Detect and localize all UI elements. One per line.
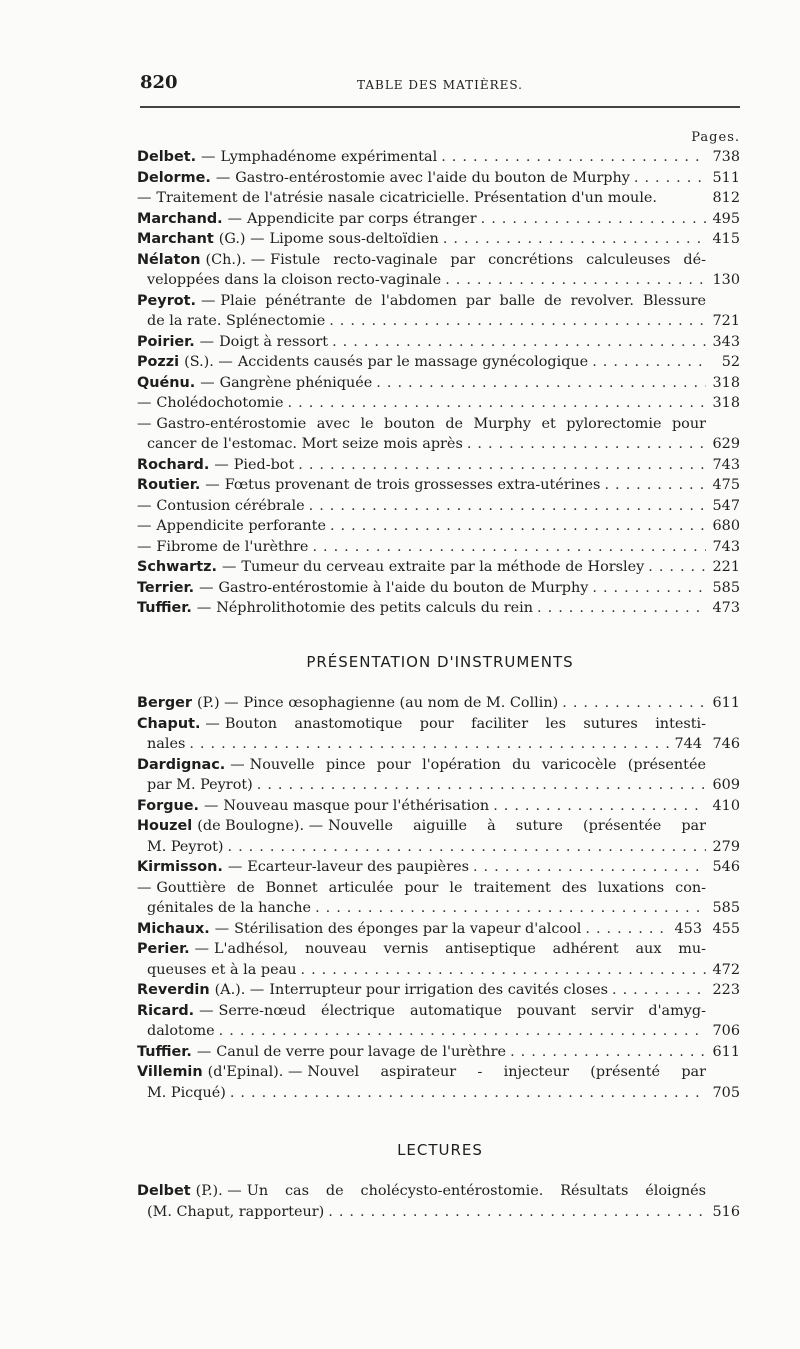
entry-line xyxy=(137,537,740,558)
entry-line xyxy=(137,250,740,271)
section-title-lectures: LECTURES xyxy=(397,1141,483,1159)
author-name: Kirmisson. xyxy=(137,859,223,875)
entry-line xyxy=(137,434,740,455)
entry-separator: — xyxy=(227,859,243,875)
inner-page-number: 744 xyxy=(674,736,702,752)
dot-leader xyxy=(592,352,706,373)
dot-leader xyxy=(219,1021,706,1042)
entry-separator: (d'Epinal). — xyxy=(207,1064,303,1080)
entry-title: Un cas de cholécysto-entérostomie. Résultats éloignés xyxy=(246,1183,706,1199)
index-entry xyxy=(137,168,740,189)
entry-title: Tumeur du cerveau extraite par la méthode de Horsley xyxy=(241,559,645,575)
entry-title: Lymphadénome expérimental xyxy=(220,149,438,165)
dot-leader xyxy=(510,1042,706,1063)
entry-title: M. Peyrot) xyxy=(147,838,224,855)
dot-leader xyxy=(481,209,706,230)
entry-title: Fibrome de l'urèthre xyxy=(156,538,309,555)
index-entry xyxy=(137,188,740,209)
entry-title: Nouvelle pince pour l'opération du varicocèle (présentée xyxy=(249,756,706,773)
index-entry xyxy=(137,516,740,537)
entry-page-number: 511 xyxy=(712,169,740,186)
entry-page-number: 223 xyxy=(712,982,740,998)
entry-separator: — xyxy=(227,210,243,227)
index-entry xyxy=(137,229,740,250)
index-entry xyxy=(137,414,740,455)
entry-title: queuses et à la peau xyxy=(147,961,297,978)
dot-leader xyxy=(467,434,706,455)
entry-page-number: 472 xyxy=(712,961,740,978)
dot-leader xyxy=(604,475,706,496)
author-name: Marchand. xyxy=(137,210,223,227)
entry-title: Ecarteur-laveur des paupières xyxy=(247,859,469,875)
entry-line xyxy=(137,557,740,578)
entry-title: Gastro-entérostomie avec le bouton de Murphy et pylorectomie pour xyxy=(156,415,706,432)
index-entry xyxy=(137,393,740,414)
index-entry xyxy=(137,693,740,714)
index-entry xyxy=(137,980,740,1001)
entry-title: Traitement de l'atrésie nasale cicatricielle. Présentation d'un moule. xyxy=(156,190,658,206)
entry-separator: — xyxy=(205,477,220,493)
entry-page-number: 473 xyxy=(712,600,740,616)
entry-separator: — xyxy=(137,415,152,432)
page-header xyxy=(140,72,740,102)
author-name: Villemin xyxy=(137,1064,203,1080)
author-name: Tuffier. xyxy=(137,1043,192,1060)
entry-title: Fœtus provenant de trois grossesses extra-utérines xyxy=(224,477,601,493)
entry-page-number: 738 xyxy=(712,149,740,165)
index-entry xyxy=(137,147,740,168)
entry-page-number: 495 xyxy=(712,210,740,227)
entry-page-number: 546 xyxy=(712,859,740,875)
dot-leader xyxy=(592,578,706,599)
index-entry xyxy=(137,939,740,980)
entry-page-number: 743 xyxy=(712,538,740,555)
entry-title: Bouton anastomotique pour faciliter les sutures intesti- xyxy=(224,715,706,732)
entry-title: Gangrène phéniquée xyxy=(219,374,373,391)
entry-title: Nouveau masque pour l'éthérisation xyxy=(223,797,490,814)
entry-line xyxy=(137,714,740,735)
author-name: Rochard. xyxy=(137,456,210,473)
entry-title: Serre-nœud électrique automatique pouvant servir d'amyg- xyxy=(218,1002,706,1019)
entry-title: Lipome sous-deltoïdien xyxy=(269,231,439,247)
entry-title: Nouvel aspirateur - injecteur (présenté par xyxy=(307,1064,706,1080)
entry-separator: — xyxy=(230,756,245,773)
dot-leader xyxy=(332,332,706,353)
entry-title: Néphrolithotomie des petits calculs du rein xyxy=(216,600,534,616)
dot-leader xyxy=(309,496,706,517)
dot-leader xyxy=(585,919,670,940)
author-name: Marchant xyxy=(137,231,214,247)
entry-line xyxy=(137,311,740,332)
entry-line xyxy=(137,414,740,435)
page-number: 820 xyxy=(140,72,178,93)
entry-title: de la rate. Splénectomie xyxy=(147,313,326,329)
entry-line xyxy=(137,796,740,817)
author-name: Ricard. xyxy=(137,1002,195,1019)
index-entry xyxy=(137,1042,740,1063)
dot-leader xyxy=(228,837,706,858)
dot-leader xyxy=(288,393,706,414)
author-name: Tuffier. xyxy=(137,600,192,616)
author-name: Forgue. xyxy=(137,797,200,814)
entry-line xyxy=(137,168,740,189)
entry-title: dalotome xyxy=(147,1023,215,1039)
entry-line xyxy=(137,496,740,517)
index-entry xyxy=(137,475,740,496)
entry-line xyxy=(137,352,740,373)
index-entry xyxy=(137,332,740,353)
entry-separator: — xyxy=(204,797,219,814)
entry-page-number: 475 xyxy=(712,477,740,493)
author-name: Michaux. xyxy=(137,920,210,937)
index-entry xyxy=(137,857,740,878)
author-name: Perier. xyxy=(137,941,190,957)
section-lectures xyxy=(137,1181,740,1222)
entry-separator: — xyxy=(137,879,152,896)
entry-line xyxy=(137,1001,740,1022)
entry-title: Appendicite par corps étranger xyxy=(247,210,477,227)
dot-leader xyxy=(315,898,706,919)
entry-separator: — xyxy=(137,190,152,206)
entry-line xyxy=(137,598,740,619)
index-entry xyxy=(137,919,740,940)
running-title: TABLE DES MATIÈRES. xyxy=(357,78,523,92)
entry-line xyxy=(137,878,740,899)
entry-separator: — xyxy=(215,169,231,186)
entry-separator: — xyxy=(137,518,152,534)
entry-line xyxy=(137,475,740,496)
index-entry xyxy=(137,557,740,578)
index-entry xyxy=(137,796,740,817)
entry-title: Interrupteur pour irrigation des cavités closes xyxy=(269,982,608,998)
dot-leader xyxy=(473,857,706,878)
entry-line xyxy=(137,837,740,858)
entry-page-number: 611 xyxy=(712,695,740,711)
entry-title: Accidents causés par le massage gynécologique xyxy=(237,354,589,370)
spacer xyxy=(657,188,710,209)
entry-title: Appendicite perforante xyxy=(156,518,326,534)
author-name: Delbet xyxy=(137,1183,191,1199)
entry-line xyxy=(137,229,740,250)
entry-title: veloppées dans la cloison recto-vaginale xyxy=(147,272,442,288)
entry-page-number: 629 xyxy=(712,436,740,452)
entry-page-number: 130 xyxy=(712,272,740,288)
entry-line xyxy=(137,209,740,230)
author-name: Routier. xyxy=(137,477,201,493)
entry-line xyxy=(137,455,740,476)
entry-title: nales xyxy=(147,736,186,752)
entry-page-number: 743 xyxy=(712,456,740,473)
entry-line xyxy=(137,857,740,878)
entry-separator: — xyxy=(200,374,215,391)
index-entry xyxy=(137,209,740,230)
section-instruments xyxy=(137,693,740,1103)
entry-line xyxy=(137,693,740,714)
entry-page-number: 52 xyxy=(721,354,740,370)
entry-separator: (A.). — xyxy=(214,982,265,998)
entry-page-number: 585 xyxy=(712,579,740,596)
entry-separator: — xyxy=(196,1043,212,1060)
author-name: Terrier. xyxy=(137,579,195,596)
author-name: Delbet. xyxy=(137,149,197,165)
entry-title: Canul de verre pour lavage de l'urèthre xyxy=(216,1043,507,1060)
entry-line xyxy=(137,1202,740,1223)
index-entry xyxy=(137,455,740,476)
entry-title: Pied-bot xyxy=(233,456,295,473)
entry-line xyxy=(137,1062,740,1083)
entry-title: cancer de l'estomac. Mort seize mois après xyxy=(147,436,463,452)
entry-separator: — xyxy=(205,715,220,732)
entry-line xyxy=(137,939,740,960)
author-name: Pozzi xyxy=(137,354,180,370)
author-name: Reverdin xyxy=(137,982,210,998)
entry-line xyxy=(137,816,740,837)
entry-title: Gastro-entérostomie à l'aide du bouton de Murphy xyxy=(218,579,589,596)
entry-line xyxy=(137,1042,740,1063)
inner-page-number: 453 xyxy=(674,920,702,937)
author-name: Houzel xyxy=(137,818,193,834)
entry-line xyxy=(137,393,740,414)
pages-column-label: Pages. xyxy=(691,130,740,145)
entry-title: Pince œsophagienne (au nom de M. Collin) xyxy=(243,695,559,711)
entry-separator: — xyxy=(196,600,212,616)
entry-line xyxy=(137,147,740,168)
dot-leader xyxy=(329,311,706,332)
dot-leader xyxy=(330,516,706,537)
index-entry xyxy=(137,1001,740,1042)
entry-line xyxy=(137,373,740,394)
entry-page-number: 343 xyxy=(712,333,740,350)
entry-page-number: 318 xyxy=(712,374,740,391)
entry-line xyxy=(137,755,740,776)
dot-leader xyxy=(648,557,706,578)
entry-separator: — xyxy=(137,497,152,514)
entry-title: M. Picqué) xyxy=(147,1084,226,1101)
dot-leader xyxy=(230,1083,706,1104)
entry-line xyxy=(137,980,740,1001)
author-name: Schwartz. xyxy=(137,559,217,575)
index-entry xyxy=(137,250,740,291)
index-entry xyxy=(137,578,740,599)
entry-page-number: 547 xyxy=(712,497,740,514)
author-name: Berger xyxy=(137,695,192,711)
dot-leader xyxy=(562,693,706,714)
entry-title: L'adhésol, nouveau vernis antiseptique adhérent aux mu- xyxy=(214,941,706,957)
index-entry xyxy=(137,291,740,332)
dot-leader xyxy=(443,229,706,250)
index-entry xyxy=(137,496,740,517)
dot-leader xyxy=(445,270,706,291)
entry-line xyxy=(137,1083,740,1104)
dot-leader xyxy=(257,775,706,796)
entry-page-number: 318 xyxy=(712,395,740,411)
entry-separator: — xyxy=(214,920,230,937)
entry-line xyxy=(137,188,740,209)
entry-page-number: 680 xyxy=(712,518,740,534)
entry-line xyxy=(137,578,740,599)
dot-leader xyxy=(298,455,706,476)
entry-separator: (P.). — xyxy=(195,1183,242,1199)
dot-leader xyxy=(328,1202,706,1223)
entry-title: Doigt à ressort xyxy=(219,333,329,350)
entry-line xyxy=(137,270,740,291)
index-entry xyxy=(137,537,740,558)
entry-title: génitales de la hanche xyxy=(147,900,312,916)
entry-separator: — xyxy=(221,559,237,575)
entry-page-number: 221 xyxy=(712,559,740,575)
entry-line xyxy=(137,960,740,981)
section-communications xyxy=(137,147,740,619)
entry-page-number: 812 xyxy=(712,190,740,206)
entry-title: Plaie pénétrante de l'abdomen par balle de revolver. Blessure xyxy=(220,292,706,309)
entry-separator: — xyxy=(201,292,216,309)
dot-leader xyxy=(441,147,706,168)
entry-page-number: 415 xyxy=(712,231,740,247)
index-entry xyxy=(137,878,740,919)
author-name: Nélaton xyxy=(137,251,201,268)
entry-title: Fistule recto-vaginale par concrétions calculeuses dé- xyxy=(270,251,706,268)
entry-page-number: 706 xyxy=(712,1023,740,1039)
entry-line xyxy=(137,1181,740,1202)
entry-line xyxy=(137,919,740,940)
index-entry xyxy=(137,755,740,796)
author-name: Poirier. xyxy=(137,333,195,350)
entry-line xyxy=(137,1021,740,1042)
entry-title: par M. Peyrot) xyxy=(147,777,253,793)
index-entry xyxy=(137,598,740,619)
header-rule xyxy=(140,106,740,108)
entry-title: Nouvelle aiguille à suture (présentée par xyxy=(328,818,706,834)
index-entry xyxy=(137,1062,740,1103)
dot-leader xyxy=(537,598,706,619)
index-entry xyxy=(137,714,740,755)
entry-title: Stérilisation des éponges par la vapeur d'alcool xyxy=(234,920,582,937)
entry-title: Contusion cérébrale xyxy=(156,497,305,514)
entry-separator: (P.) — xyxy=(196,695,239,711)
entry-page-number: 516 xyxy=(712,1203,740,1220)
entry-line xyxy=(137,734,740,755)
entry-page-number: 609 xyxy=(712,777,740,793)
entry-separator: (Ch.). — xyxy=(205,251,266,268)
entry-line xyxy=(137,332,740,353)
entry-line xyxy=(137,775,740,796)
entry-page-number: 721 xyxy=(712,313,740,329)
index-entry xyxy=(137,373,740,394)
author-name: Dardignac. xyxy=(137,756,226,773)
entry-page-number: 746 xyxy=(712,736,740,752)
dot-leader xyxy=(376,373,706,394)
author-name: Quénu. xyxy=(137,374,196,391)
entry-separator: (de Boulogne). — xyxy=(197,818,324,834)
section-title-instruments: PRÉSENTATION D'INSTRUMENTS xyxy=(306,653,574,671)
entry-page-number: 705 xyxy=(712,1084,740,1101)
entry-page-number: 410 xyxy=(712,797,740,814)
entry-title: Gouttière de Bonnet articulée pour le traitement des luxations con- xyxy=(156,879,706,896)
entry-separator: — xyxy=(199,579,214,596)
dot-leader xyxy=(312,537,706,558)
entry-title: Cholédochotomie xyxy=(156,395,284,411)
entry-page-number: 585 xyxy=(712,900,740,916)
dot-leader xyxy=(612,980,706,1001)
entry-separator: — xyxy=(201,149,216,165)
dot-leader xyxy=(189,734,670,755)
dot-leader xyxy=(493,796,706,817)
entry-separator: (G.) — xyxy=(218,231,265,247)
author-name: Chaput. xyxy=(137,715,201,732)
entry-line xyxy=(137,516,740,537)
entry-page-number: 279 xyxy=(712,838,740,855)
entry-line xyxy=(137,898,740,919)
index-entry xyxy=(137,1181,740,1222)
author-name: Peyrot. xyxy=(137,292,197,309)
dot-leader xyxy=(301,960,707,981)
index-entry xyxy=(137,816,740,857)
entry-separator: — xyxy=(214,456,229,473)
entry-separator: — xyxy=(137,538,152,555)
entry-separator: — xyxy=(199,1002,214,1019)
entry-separator: — xyxy=(137,395,152,411)
entry-page-number: 611 xyxy=(712,1043,740,1060)
author-name: Delorme. xyxy=(137,169,211,186)
entry-title: (M. Chaput, rapporteur) xyxy=(147,1203,325,1220)
entry-separator: (S.). — xyxy=(184,354,233,370)
entry-page-number: 455 xyxy=(712,920,740,937)
entry-line xyxy=(137,291,740,312)
entry-separator: — xyxy=(194,941,209,957)
entry-separator: — xyxy=(199,333,215,350)
index-entry xyxy=(137,352,740,373)
dot-leader xyxy=(634,168,706,189)
entry-title: Gastro-entérostomie avec l'aide du bouton de Murphy xyxy=(235,169,630,186)
